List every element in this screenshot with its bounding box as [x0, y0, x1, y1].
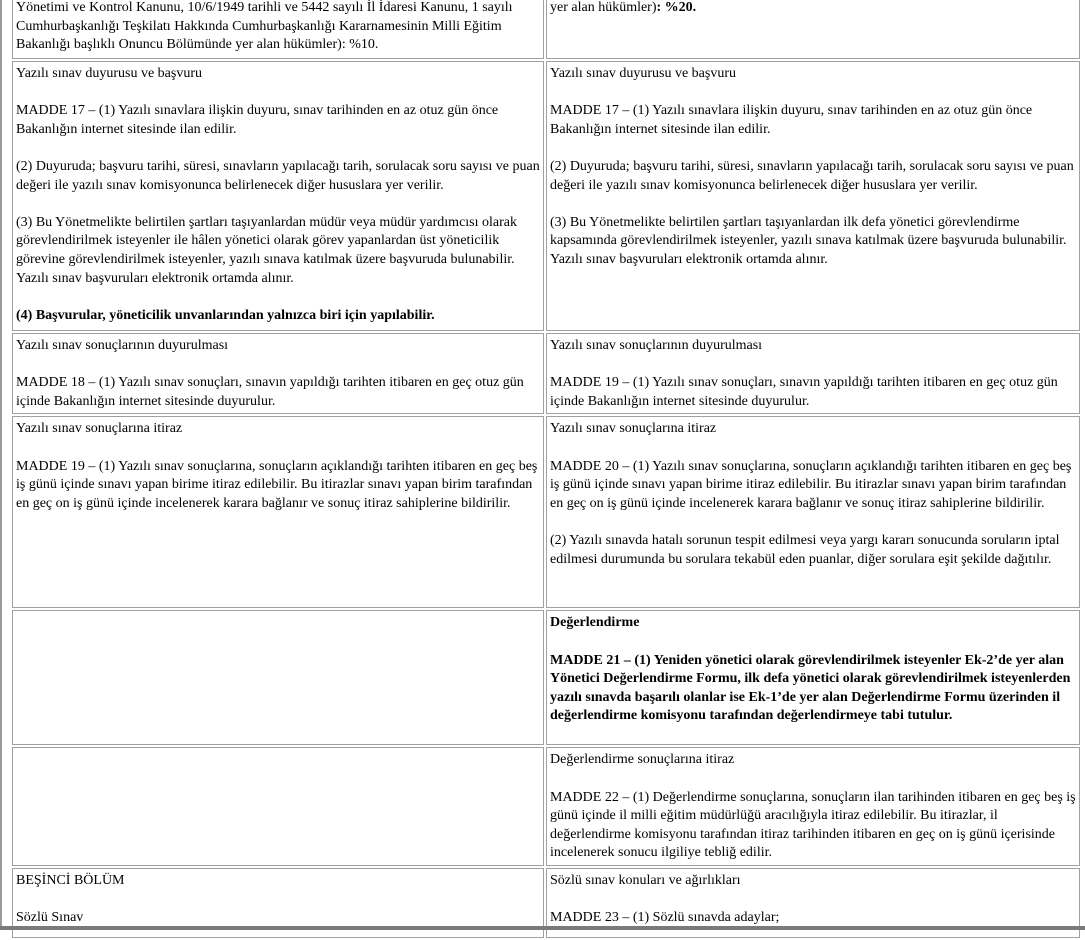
paragraph: MADDE 17 – (1) Yazılı sınavlara ilişkin duyuru, sınav tarihinden en az otuz gün önce Bakanlığın internet sitesinde ilan edilir. [16, 103, 499, 137]
article-heading: Yazılı sınav sonuçlarının duyurulması [16, 338, 229, 353]
paragraph: (2) Duyuruda; başvuru tarihi, süresi, sınavların yapılacağı tarih, sorulacak soru sayısı ve puan değeri ile yazılı sınav komisyonunca belirlenecek diğer hususlara yer verilir. [550, 158, 1074, 193]
article-heading: Yazılı sınav duyurusu ve başvuru [16, 66, 203, 81]
left-cell [12, 0, 544, 59]
paragraph: MADDE 19 – (1) Yazılı sınav sonuçları, sınavın yapıldığı tarihten itibaren en geç otuz gün içinde Bakanlığın internet sitesinde duyurulur. [550, 375, 1058, 409]
paragraph: MADDE 20 – (1) Yazılı sınav sonuçlarına, sonuçların açıklandığı tarihten itibaren en geç beş iş günü içinde sınavı yapan birime itiraz edilebilir. Bu itirazlar sınavı yapan birim tarafından en geç on iş günü içinde incelenerek karara bağlanır ve sonuç itiraz sahiplerine bildirilir. [550, 458, 1072, 511]
table-row [12, 416, 1080, 608]
article-heading: Sözlü sınav konuları ve ağırlıkları [550, 872, 741, 888]
right-cell [546, 610, 1080, 745]
left-cell [12, 333, 544, 414]
window-bottom-edge [0, 926, 1085, 930]
article-heading: Yazılı sınav duyurusu ve başvuru [550, 66, 737, 81]
table-row [12, 333, 1080, 414]
right-cell [546, 416, 1080, 608]
right-cell [546, 0, 1080, 59]
paragraph: MADDE 22 – (1) Değerlendirme sonuçlarına, sonuçların ilan tarihinden itibaren en geç beş iş günü içinde il milli eğitim müdürlüğü aracılığıyla itiraz edilebilir. Bu itirazlar, il değerlendirme komisyonu tarafından itiraz tarihinden itibaren en geç on iş günü içerisinde incelenerek sonucu ilgiliye tebliğ edilir. [550, 789, 1076, 861]
text-bold: : %20. [656, 0, 697, 15]
right-cell [546, 61, 1080, 331]
article-heading: Yazılı sınav sonuçlarına itiraz [16, 421, 183, 437]
comparison-table [10, 0, 1082, 940]
article-heading: Yazılı sınav sonuçlarına itiraz [550, 421, 717, 437]
left-cell [12, 416, 544, 608]
paragraph: Yönetimi ve Kontrol Kanunu, 10/6/1949 tarihli ve 5442 sayılı İl İdaresi Kanunu, 1 sayılı Cumhurbaşkanlığı Teşkilatı Hakkında Cumhurbaşkanlığı Kararnamesinin Milli Eğitim Bakanlığı başlıklı Onuncu Bölümünde yer alan hükümler): %10. [16, 0, 513, 53]
window-left-edge [0, 0, 2, 930]
paragraph-bold: (4) Başvurular, yöneticilik unvanlarından yalnızca biri için yapılabilir. [16, 307, 435, 323]
paragraph-bold: MADDE 21 – (1) Yeniden yönetici olarak görevlendirilmek isteyenler Ek-2’de yer alan Yönetici Değerlendirme Formu, ilk defa yönetici olarak görevlendirilmek isteyenlerden yazılı sınavda başarılı olanlar ise Ek-1’de yer alan Değerlendirme Formu üzerinden il değerlendirme komisyonu tarafından değerlendirmeye tabi tutulur. [550, 652, 1071, 724]
paragraph: MADDE 23 – (1) Sözlü sınavda adaylar; [550, 910, 780, 926]
paragraph: (3) Bu Yönetmelikte belirtilen şartları taşıyanlardan müdür veya müdür yardımcısı olarak görevlendirilmek isteyenler ile hâlen yönetici olarak görev yapanlardan üst yöneticilik görevine görevlendirilmek isteyenler, yazılı sınava katılmak üzere başvuruda bulunabilir. Yazılı sınav başvuruları elektronik ortamda alınır. [16, 214, 517, 286]
left-cell-empty [12, 747, 544, 866]
right-cell [546, 333, 1080, 414]
paragraph: MADDE 19 – (1) Yazılı sınav sonuçlarına, sonuçların açıklandığı tarihten itibaren en geç beş iş günü içinde sınavı yapan birime itiraz edilebilir. Bu itirazlar sınavı yapan birim tarafından en geç on iş günü içinde incelenerek karara bağlanır ve sonuç itiraz sahiplerine bildirilir. [16, 458, 538, 511]
left-cell-empty [12, 610, 544, 745]
article-heading-bold: Değerlendirme [550, 615, 640, 631]
right-cell [546, 747, 1080, 866]
paragraph: MADDE 18 – (1) Yazılı sınav sonuçları, sınavın yapıldığı tarihten itibaren en geç otuz gün içinde Bakanlığın internet sitesinde duyurulur. [16, 375, 524, 409]
paragraph: (3) Bu Yönetmelikte belirtilen şartları taşıyanlardan ilk defa yönetici görevlendirme kapsamında görevlendirilmek isteyenler, yazılı sınava katılmak üzere başvuruda bulunabilir. Yazılı sınav başvuruları elektronik ortamda alınır. [550, 214, 1067, 267]
table-row [12, 61, 1080, 331]
left-cell [12, 61, 544, 331]
paragraph [550, 0, 1076, 18]
text-normal: yer alan hükümler) [550, 0, 657, 15]
paragraph: (2) Yazılı sınavda hatalı sorunun tespit edilmesi veya yargı kararı sonucunda soruların iptal edilmesi durumunda bu sorulara tekabül eden puanlar, diğer sorulara eşit şekilde dağıtılır. [550, 532, 1060, 567]
paragraph: MADDE 17 – (1) Yazılı sınavlara ilişkin duyuru, sınav tarihinden en az otuz gün önce Bakanlığın internet sitesinde ilan edilir. [550, 103, 1033, 137]
article-heading: Yazılı sınav sonuçlarının duyurulması [550, 338, 763, 353]
chapter-subtitle: Sözlü Sınav [16, 910, 84, 926]
table-row [12, 610, 1080, 745]
chapter-title: BEŞİNCİ BÖLÜM [16, 872, 125, 888]
table-row [12, 0, 1080, 59]
article-heading: Değerlendirme sonuçlarına itiraz [550, 752, 735, 768]
paragraph: (2) Duyuruda; başvuru tarihi, süresi, sınavların yapılacağı tarih, sorulacak soru sayısı ve puan değeri ile yazılı sınav komisyonunca belirlenecek diğer hususlara yer verilir. [16, 158, 540, 193]
table-row [12, 747, 1080, 866]
